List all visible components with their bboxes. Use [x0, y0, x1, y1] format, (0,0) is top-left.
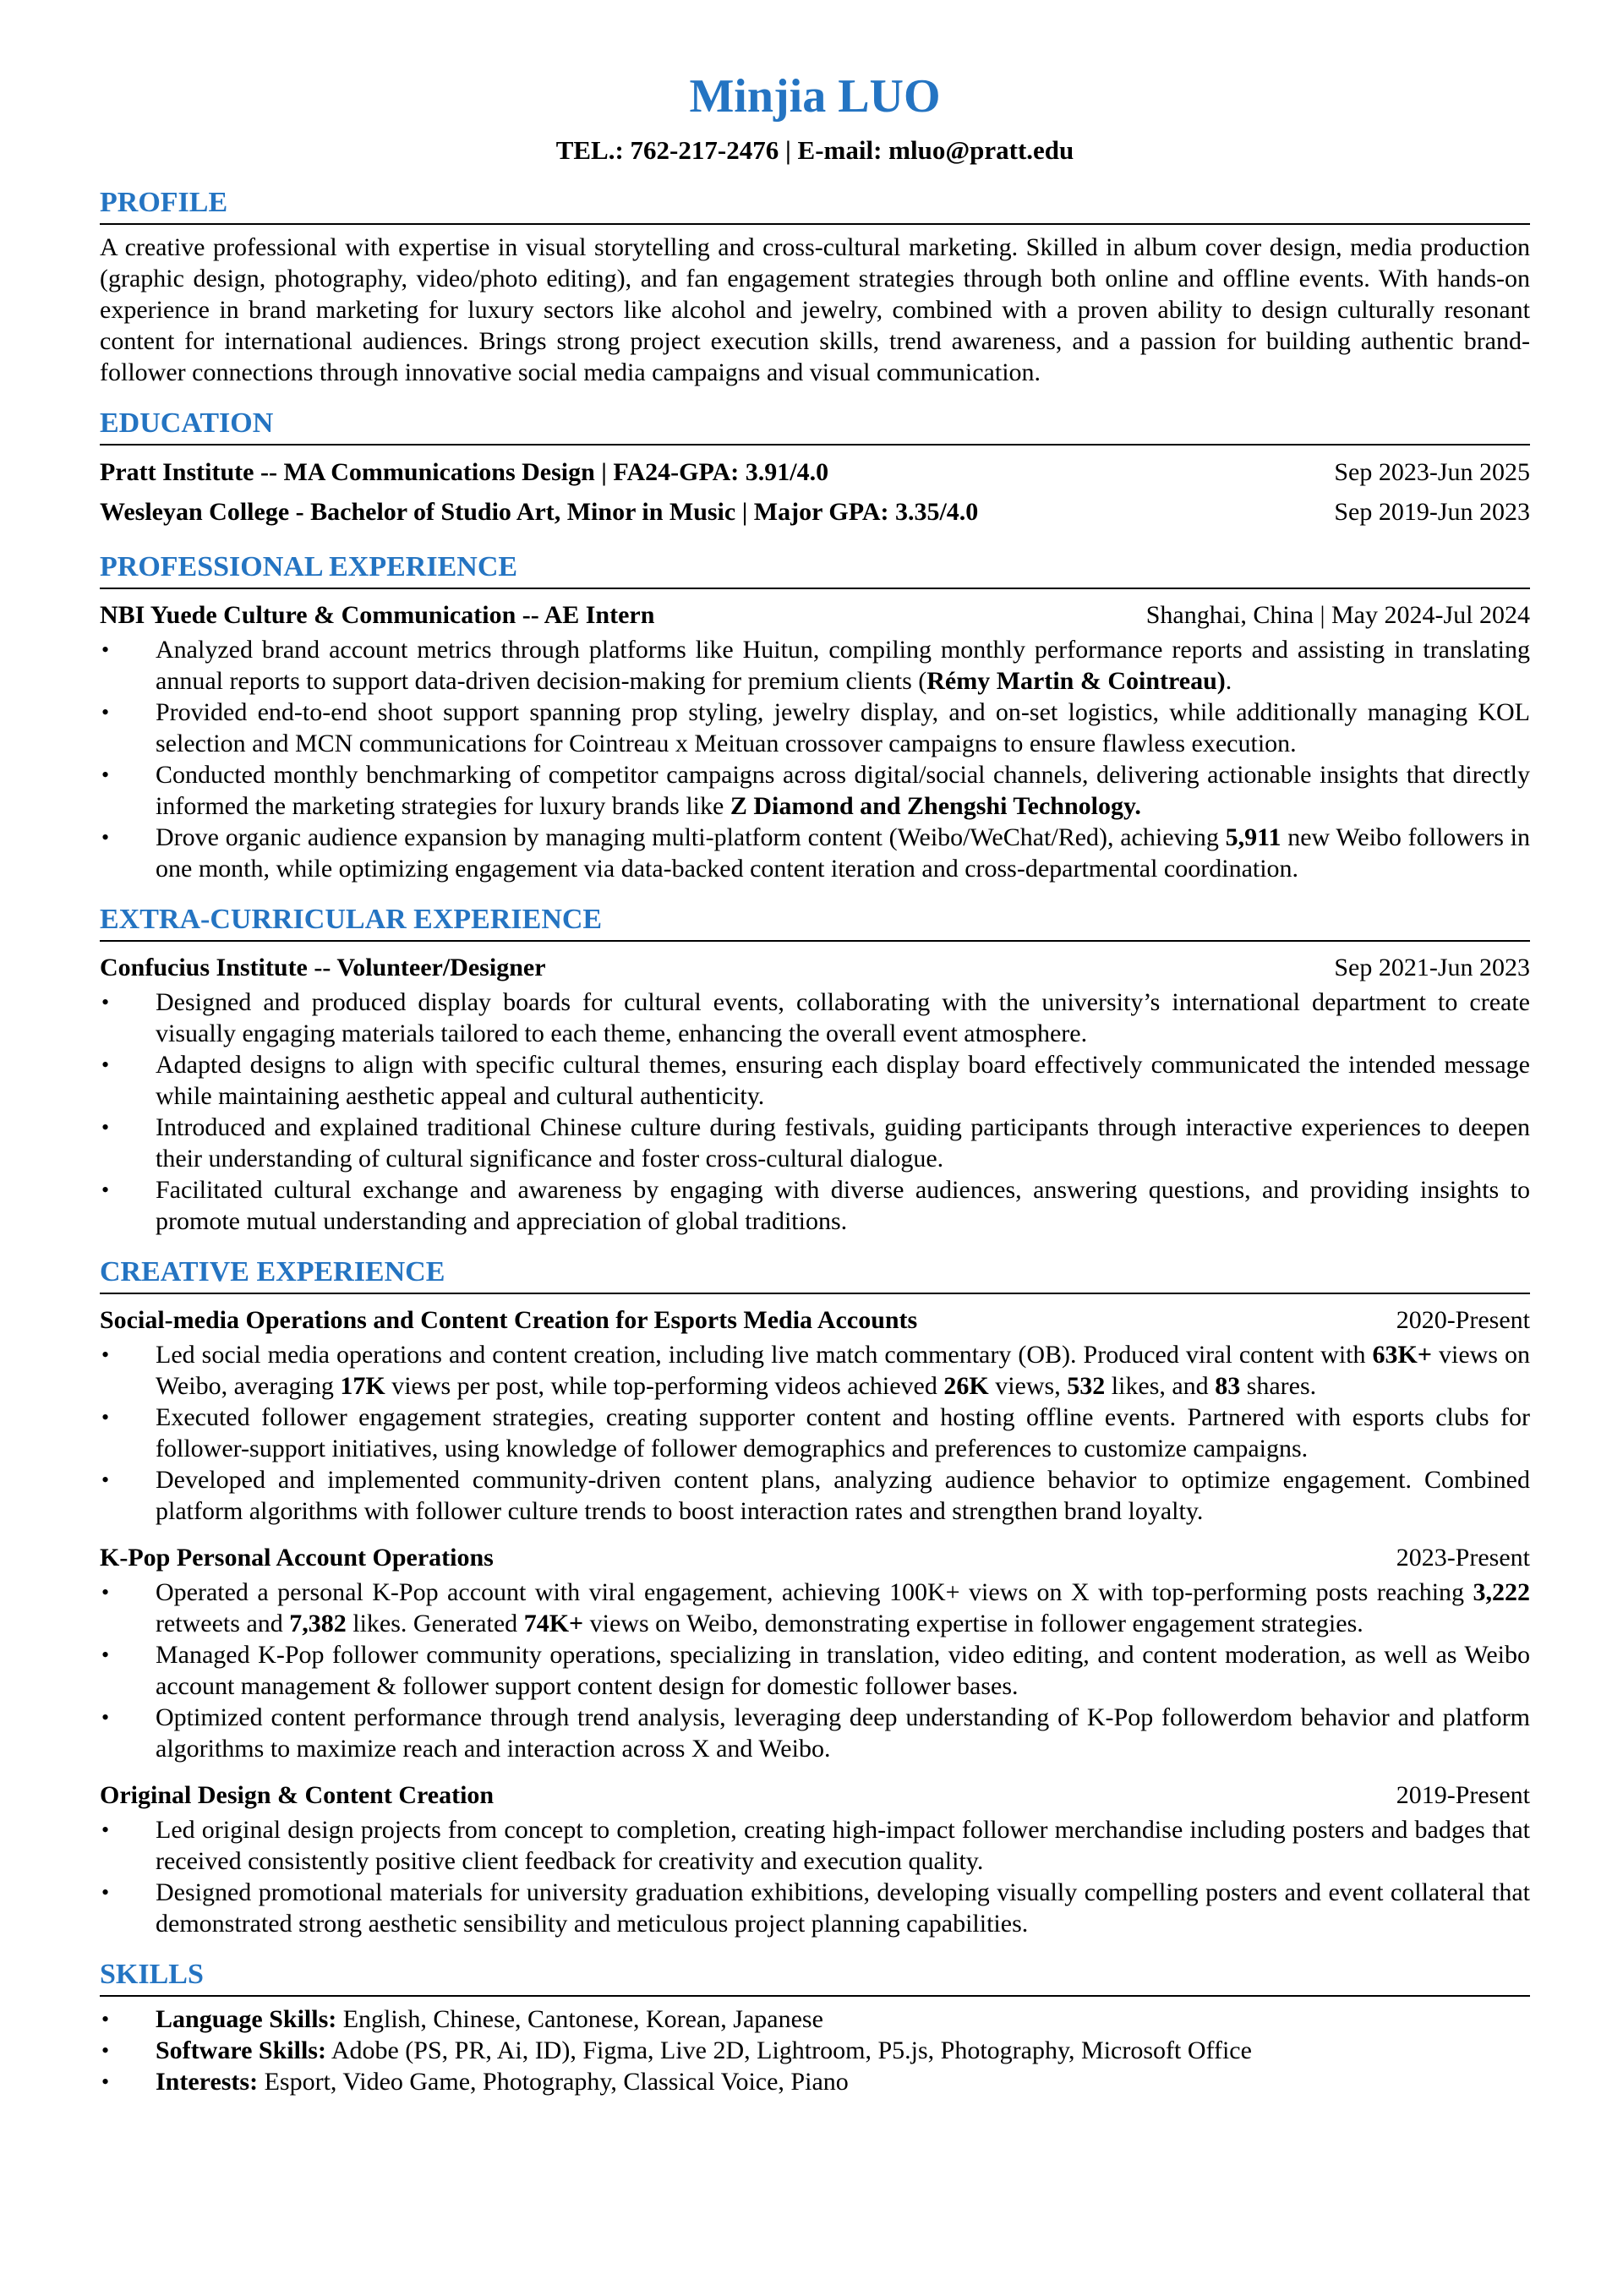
contact-line: TEL.: 762-217-2476 | E-mail: mluo@pratt.edu	[555, 135, 1074, 165]
bullet-text: .	[1225, 667, 1232, 695]
education-school: Wesleyan College - Bachelor of Studio Art, Minor in Music | Major GPA: 3.35/4.0	[100, 498, 979, 526]
bullet-text: Operated a personal K-Pop account with viral engagement, achieving 100K+ views on X with top-performing posts reaching	[156, 1578, 1473, 1606]
experience-entry	[100, 1539, 1530, 1764]
bullet-text: Led social media operations and content creation, including live match commentary (OB). Produced viral content with	[156, 1341, 1373, 1369]
bullet-list	[100, 1339, 1530, 1527]
profile-text: A creative professional with expertise in visual storytelling and cross-cultural marketing. Skilled in album cover design, media production (graphic design, photography, video/photo editing), and fan engagement strategies through both online and offline events. With hands-on experience in brand marketing for luxury sectors like alcohol and jewelry, combined with a proven ability to design culturally resonant content for international audiences. Brings strong project execution skills, trend awareness, and a passion for building authentic brand-follower connections through innovative social media campaigns and visual communication.	[100, 233, 1530, 386]
bullet-item	[100, 1112, 1530, 1174]
bullet-item	[100, 634, 1530, 697]
bullet-text: new Weibo followers in one month, while optimizing engagement via data-backed content iteration and cross-departmental coordination.	[156, 823, 1530, 883]
skill-label: Language Skills:	[156, 2005, 337, 2033]
bullet-text: retweets and	[156, 1610, 290, 1637]
bullet-text: views per post, while top-performing videos achieved	[385, 1372, 944, 1400]
bullet-text: Developed and implemented community-driven content plans, analyzing audience behavior to optimize engagement. Combined platform algorithms with follower culture trends to boost interaction rates and strengthen brand loyalty.	[156, 1466, 1530, 1525]
entry-meta: Sep 2021-Jun 2023	[1334, 954, 1530, 981]
section-title-extracurricular: EXTRA-CURRICULAR EXPERIENCE	[100, 901, 1530, 942]
bullet-list	[100, 634, 1530, 884]
entry-header	[100, 948, 1530, 987]
entry-meta: 2023-Present	[1396, 1544, 1530, 1572]
bullet-text: views on Weibo, demonstrating expertise in follower engagement strategies.	[583, 1610, 1363, 1637]
skill-item	[100, 2035, 1530, 2066]
bullet-list	[100, 1814, 1530, 1939]
bullet-emphasis: 63K+	[1372, 1341, 1432, 1369]
bullet-emphasis: 5,911	[1225, 823, 1281, 851]
skill-value: Adobe (PS, PR, Ai, ID), Figma, Live 2D, Lightroom, P5.js, Photography, Microsoft Office	[325, 2036, 1252, 2064]
bullet-item	[100, 697, 1530, 759]
skill-item	[100, 2066, 1530, 2097]
bullet-emphasis: Rémy Martin & Cointreau)	[926, 667, 1226, 695]
entry-header	[100, 1539, 1530, 1577]
profile-section	[100, 184, 1530, 388]
bullet-emphasis: 532	[1067, 1372, 1106, 1400]
bullet-text: Designed and produced display boards for cultural events, collaborating with the university’s international department to create visually engaging materials tailored to each theme, enhancing the overall event atmosphere.	[156, 988, 1530, 1047]
skill-label: Software Skills:	[156, 2036, 326, 2064]
bullet-text: Provided end-to-end shoot support spanning prop styling, jewelry display, and on-set logistics, while additionally managing KOL selection and MCN communications for Cointreau x Meituan crossover campaigns to ensure flawless execution.	[156, 698, 1530, 757]
bullet-text: Led original design projects from concept to completion, creating high-impact follower merchandise including posters and badges that received consistently positive client feedback for creativity and execution quality.	[156, 1816, 1530, 1875]
bullet-list	[100, 1577, 1530, 1764]
experience-entry	[100, 1776, 1530, 1939]
experience-entry	[100, 1301, 1530, 1527]
professional-entries	[100, 596, 1530, 884]
entry-role: Social-media Operations and Content Creation for Esports Media Accounts	[100, 1306, 918, 1334]
creative-section	[100, 1254, 1530, 1939]
bullet-emphasis: Z Diamond and Zhengshi Technology.	[730, 792, 1141, 820]
bullet-item	[100, 822, 1530, 884]
section-title-skills: SKILLS	[100, 1956, 1530, 1997]
creative-entries	[100, 1301, 1530, 1939]
education-row	[100, 492, 1530, 532]
bullet-emphasis: 83	[1215, 1372, 1241, 1400]
entry-header	[100, 596, 1530, 634]
entry-header	[100, 1776, 1530, 1814]
skill-item	[100, 2004, 1530, 2035]
extracurricular-section	[100, 901, 1530, 1237]
education-school: Pratt Institute -- MA Communications Design | FA24-GPA: 3.91/4.0	[100, 458, 829, 486]
education-date: Sep 2019-Jun 2023	[1334, 498, 1530, 526]
section-title-creative: CREATIVE EXPERIENCE	[100, 1254, 1530, 1294]
bullet-item	[100, 1464, 1530, 1527]
bullet-text: shares.	[1240, 1372, 1317, 1400]
bullet-item	[100, 1577, 1530, 1639]
education-date: Sep 2023-Jun 2025	[1334, 458, 1530, 486]
bullet-text: views on Weibo, averaging	[156, 1341, 1530, 1400]
bullet-text: likes. Generated	[346, 1610, 524, 1637]
candidate-name: Minjia LUO	[689, 70, 941, 123]
bullet-text: Executed follower engagement strategies, creating supporter content and hosting offline events. Partnered with esports clubs for follower-support initiatives, using knowledge of follower demographics and preferences to customize campaigns.	[156, 1403, 1530, 1462]
entry-role: NBI Yuede Culture & Communication -- AE Intern	[100, 601, 655, 629]
bullet-text: Designed promotional materials for university graduation exhibitions, developing visually compelling posters and event collateral that demonstrated strong aesthetic sensibility and meticulous project planning capabilities.	[156, 1878, 1530, 1938]
skill-value: Esport, Video Game, Photography, Classical Voice, Piano	[258, 2068, 849, 2096]
skill-label: Interests:	[156, 2068, 259, 2096]
bullet-text: Adapted designs to align with specific cultural themes, ensuring each display board effectively communicated the intended message while maintaining aesthetic appeal and cultural authenticity.	[156, 1051, 1530, 1110]
education-section	[100, 405, 1530, 532]
section-title-professional: PROFESSIONAL EXPERIENCE	[100, 549, 1530, 589]
experience-entry	[100, 948, 1530, 1237]
bullet-emphasis: 3,222	[1473, 1578, 1530, 1606]
bullet-item	[100, 1877, 1530, 1939]
bullet-item	[100, 1639, 1530, 1702]
skill-value: English, Chinese, Cantonese, Korean, Japanese	[336, 2005, 823, 2033]
bullet-item	[100, 987, 1530, 1049]
bullet-text: Facilitated cultural exchange and awareness by engaging with diverse audiences, answering questions, and providing insights to promote mutual understanding and appreciation of global traditions.	[156, 1176, 1530, 1235]
bullet-emphasis: 7,382	[289, 1610, 347, 1637]
bullet-list	[100, 987, 1530, 1237]
resume-page	[100, 69, 1530, 2097]
entry-header	[100, 1301, 1530, 1339]
bullet-text: Optimized content performance through trend analysis, leveraging deep understanding of K-Pop followerdom behavior and platform algorithms to maximize reach and interaction across X and Weibo.	[156, 1703, 1530, 1763]
entry-role: K-Pop Personal Account Operations	[100, 1544, 494, 1572]
bullet-emphasis: 26K	[943, 1372, 989, 1400]
bullet-item	[100, 1049, 1530, 1112]
bullet-text: Analyzed brand account metrics through platforms like Huitun, compiling monthly performance reports and assisting in translating annual reports to support data-driven decision-making for premium clients (	[156, 636, 1530, 695]
bullet-item	[100, 1814, 1530, 1877]
bullet-item	[100, 1174, 1530, 1237]
bullet-emphasis: 17K	[340, 1372, 385, 1400]
professional-section	[100, 549, 1530, 884]
bullet-item	[100, 1702, 1530, 1764]
bullet-item	[100, 1402, 1530, 1464]
bullet-text: Managed K-Pop follower community operations, specializing in translation, video editing, and content moderation, as well as Weibo account management & follower support content design for domestic follower bases.	[156, 1641, 1530, 1700]
bullet-text: Drove organic audience expansion by managing multi-platform content (Weibo/WeChat/Red), achieving	[156, 823, 1226, 851]
entry-meta: 2020-Present	[1396, 1306, 1530, 1334]
entry-role: Original Design & Content Creation	[100, 1781, 495, 1809]
bullet-text: likes, and	[1105, 1372, 1216, 1400]
bullet-text: Conducted monthly benchmarking of competitor campaigns across digital/social channels, delivering actionable insights that directly informed the marketing strategies for luxury brands like	[156, 761, 1530, 820]
bullet-emphasis: 74K+	[523, 1610, 584, 1637]
extracurricular-entries	[100, 948, 1530, 1237]
experience-entry	[100, 596, 1530, 884]
education-row	[100, 452, 1530, 492]
bullet-text: Introduced and explained traditional Chinese culture during festivals, guiding participants through interactive experiences to deepen their understanding of cultural significance and foster cross-cultural dialogue.	[156, 1113, 1530, 1173]
entry-meta: 2019-Present	[1396, 1781, 1530, 1809]
bullet-item	[100, 1339, 1530, 1402]
skills-list	[100, 2004, 1530, 2097]
bullet-item	[100, 759, 1530, 822]
entry-meta: Shanghai, China | May 2024-Jul 2024	[1145, 601, 1530, 629]
bullet-text: views,	[988, 1372, 1068, 1400]
skills-section	[100, 1956, 1530, 2097]
section-title-education: EDUCATION	[100, 405, 1530, 446]
entry-role: Confucius Institute -- Volunteer/Designer	[100, 954, 546, 981]
section-title-profile: PROFILE	[100, 184, 1530, 225]
